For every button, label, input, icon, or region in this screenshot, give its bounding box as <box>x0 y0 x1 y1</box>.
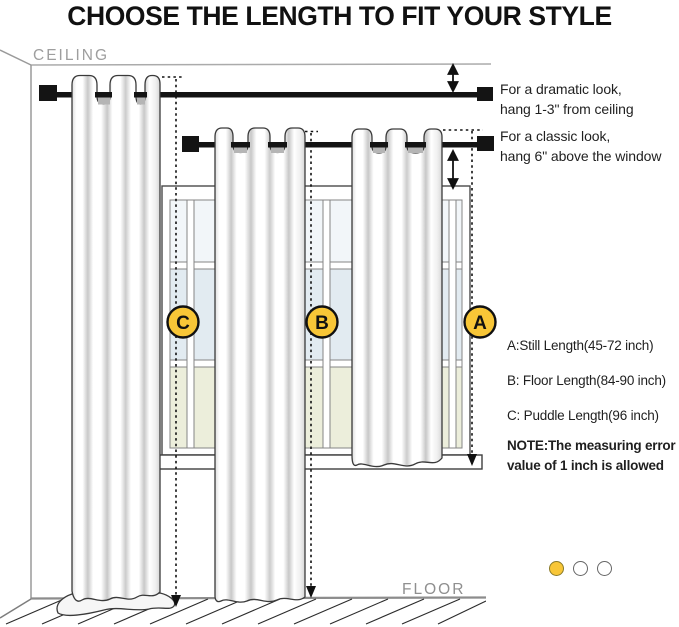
carousel-dot-2[interactable] <box>573 561 588 576</box>
ceiling-label: CEILING <box>33 47 110 64</box>
page-title: CHOOSE THE LENGTH TO FIT YOUR STYLE <box>67 1 612 31</box>
marker-a <box>465 307 496 338</box>
measuring-note <box>507 436 679 476</box>
length-still: A:Still Length(45-72 inch) <box>507 338 654 353</box>
tip-dramatic-line2: hang 1-3" from ceiling <box>500 101 634 117</box>
note-line2: value of 1 inch is allowed <box>507 458 664 473</box>
tip-dramatic-line1: For a dramatic look, <box>500 81 622 97</box>
tip-classic-line2: hang 6" above the window <box>500 148 662 164</box>
marker-c <box>168 307 199 338</box>
tip-dramatic <box>500 79 679 119</box>
curtain-still-length <box>352 129 442 467</box>
marker-b-letter: B <box>315 313 329 334</box>
tip-classic-line1: For a classic look, <box>500 128 611 144</box>
marker-b <box>307 307 338 338</box>
carousel-dot-3[interactable] <box>597 561 612 576</box>
curtain-floor-length <box>215 128 305 602</box>
marker-a-letter: A <box>473 313 487 334</box>
carousel-indicator <box>549 561 612 576</box>
floor-label: FLOOR <box>402 581 466 598</box>
curtain-puddle-length <box>57 76 175 616</box>
length-puddle: C: Puddle Length(96 inch) <box>507 408 659 423</box>
carousel-dot-1[interactable] <box>549 561 564 576</box>
tip-classic <box>500 126 679 166</box>
ceiling-line <box>31 64 491 65</box>
hang-height-arrows <box>449 65 458 188</box>
note-line1: NOTE:The measuring error <box>507 438 676 453</box>
window-mullion-vertical <box>449 200 456 448</box>
marker-c-letter: C <box>176 313 190 334</box>
length-floor: B: Floor Length(84-90 inch) <box>507 373 666 388</box>
